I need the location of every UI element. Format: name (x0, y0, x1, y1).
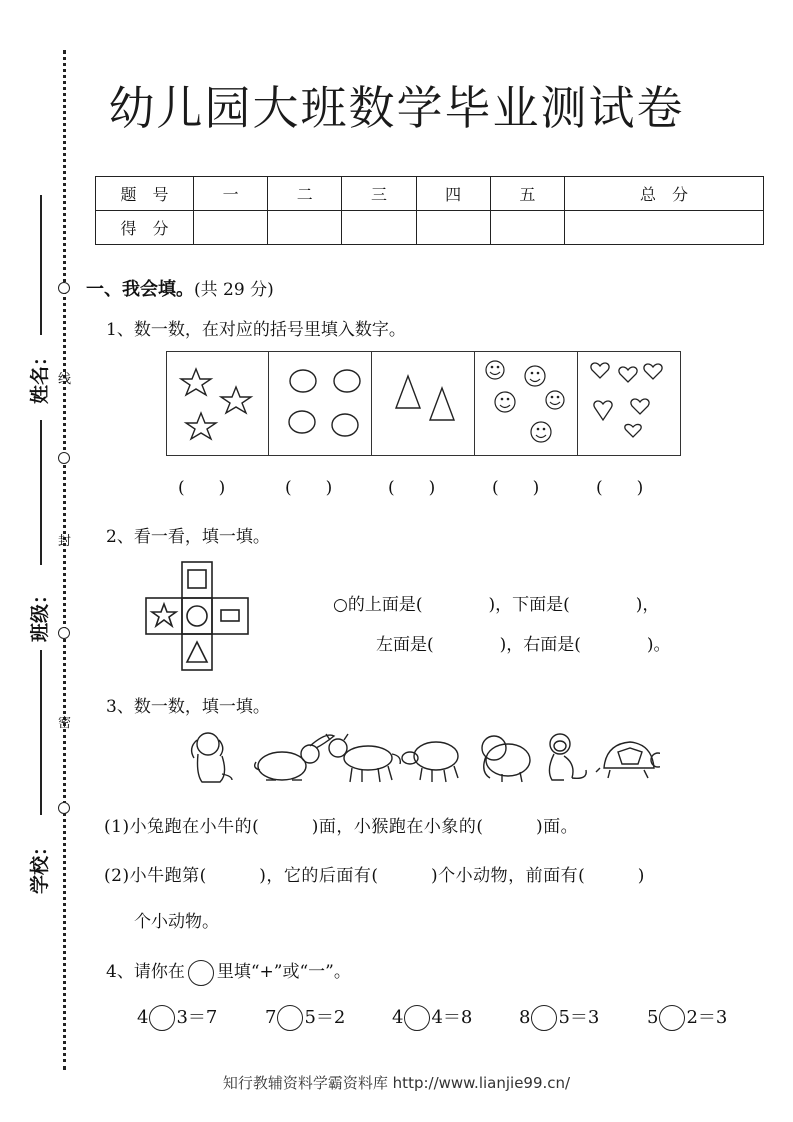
answer-blank[interactable]: ( ) (178, 478, 226, 498)
question-3-part-2: (2)小牛跑第( )，它的后面有( )个小动物，前面有( ) (104, 866, 645, 886)
table-cell: 总 分 (564, 177, 763, 211)
animal-row (180, 730, 660, 786)
name-write-line (40, 195, 42, 335)
class-label: 班级： (29, 584, 52, 643)
binding-dotted-line (63, 50, 66, 1070)
star-icon (167, 352, 267, 455)
seal-word: 封 (58, 534, 72, 549)
answer-blank[interactable]: ( ) (388, 478, 436, 498)
table-cell: 四 (416, 177, 490, 211)
counting-figure-box (166, 351, 681, 456)
question-1-text: 1、数一数，在对应的括号里填入数字。 (106, 320, 406, 340)
score-blank[interactable] (342, 211, 416, 245)
question-4-text: 4、请你在 里填“+”或“一”。 (106, 957, 351, 986)
equation: 7 5＝2 (265, 1003, 345, 1031)
cow-icon (326, 734, 400, 782)
answer-blank[interactable]: ( ) (492, 478, 540, 498)
score-table-header-row (96, 177, 764, 211)
score-table (95, 176, 764, 245)
rabbit-icon (255, 735, 334, 780)
operator-circle[interactable] (149, 1005, 175, 1031)
smiley-icon (475, 352, 577, 455)
cut-line-word: 线 (58, 372, 72, 387)
binding-hole (58, 802, 70, 814)
dog-icon (192, 733, 232, 782)
table-cell: 一 (194, 177, 268, 211)
score-blank[interactable] (416, 211, 490, 245)
operator-circle[interactable] (659, 1005, 685, 1031)
class-write-line (40, 420, 42, 565)
question-3-text: 3、数一数，填一填。 (106, 697, 270, 717)
equation: 4 4＝8 (392, 1003, 472, 1031)
binding-hole (58, 452, 70, 464)
answer-blank[interactable]: ( ) (596, 478, 644, 498)
operator-circle[interactable] (277, 1005, 303, 1031)
oval-icon (269, 352, 371, 455)
school-write-line (40, 650, 42, 815)
turtle-icon (596, 742, 660, 778)
heart-icon (578, 352, 680, 455)
operator-circle[interactable] (404, 1005, 430, 1031)
operator-circle[interactable] (531, 1005, 557, 1031)
question-3-part-2-continued: 个小动物。 (134, 912, 219, 932)
footer-watermark: 知行教辅资料学霸资料库 http://www.lianjie99.cn/ (222, 1074, 571, 1092)
table-cell: 题 号 (96, 177, 194, 211)
equation: 4 3＝7 (137, 1003, 217, 1031)
score-blank[interactable] (268, 211, 342, 245)
elephant-icon (482, 736, 530, 782)
binding-hole (58, 627, 70, 639)
table-cell: 二 (268, 177, 342, 211)
monkey-icon (549, 734, 586, 780)
answer-blank[interactable]: ( ) (285, 478, 333, 498)
sheep-icon (402, 742, 458, 782)
table-cell: 得 分 (96, 211, 194, 245)
score-table-score-row (96, 211, 764, 245)
stars-cell (167, 352, 269, 455)
equation: 8 5＝3 (519, 1003, 599, 1031)
question-3-part-1: (1)小兔跑在小牛的( )面，小猴跑在小象的( )面。 (104, 817, 579, 837)
name-label: 姓名： (29, 346, 52, 405)
score-blank[interactable] (564, 211, 763, 245)
page-title: 幼儿园大班数学毕业测试卷 (108, 81, 685, 135)
question-2-text: 2、看一看，填一填。 (106, 527, 270, 547)
question-2-line-1: ○的上面是( )，下面是( )， (333, 595, 660, 615)
triangles-cell (372, 352, 475, 455)
ovals-cell (269, 352, 372, 455)
equation: 5 2＝3 (647, 1003, 727, 1031)
cross-shape-figure (140, 560, 268, 672)
triangle-icon (372, 352, 474, 455)
school-label: 学校： (29, 836, 52, 895)
circle-icon (188, 960, 214, 986)
question-2-line-2: 左面是( )，右面是( )。 (376, 635, 671, 655)
secret-word: 密 (58, 716, 72, 731)
section-heading: 一、我会填。(共 29 分) (86, 279, 274, 300)
table-cell: 三 (342, 177, 416, 211)
binding-hole (58, 282, 70, 294)
smiley-cell (475, 352, 578, 455)
table-cell: 五 (490, 177, 564, 211)
hearts-cell (578, 352, 680, 455)
score-blank[interactable] (490, 211, 564, 245)
score-blank[interactable] (194, 211, 268, 245)
